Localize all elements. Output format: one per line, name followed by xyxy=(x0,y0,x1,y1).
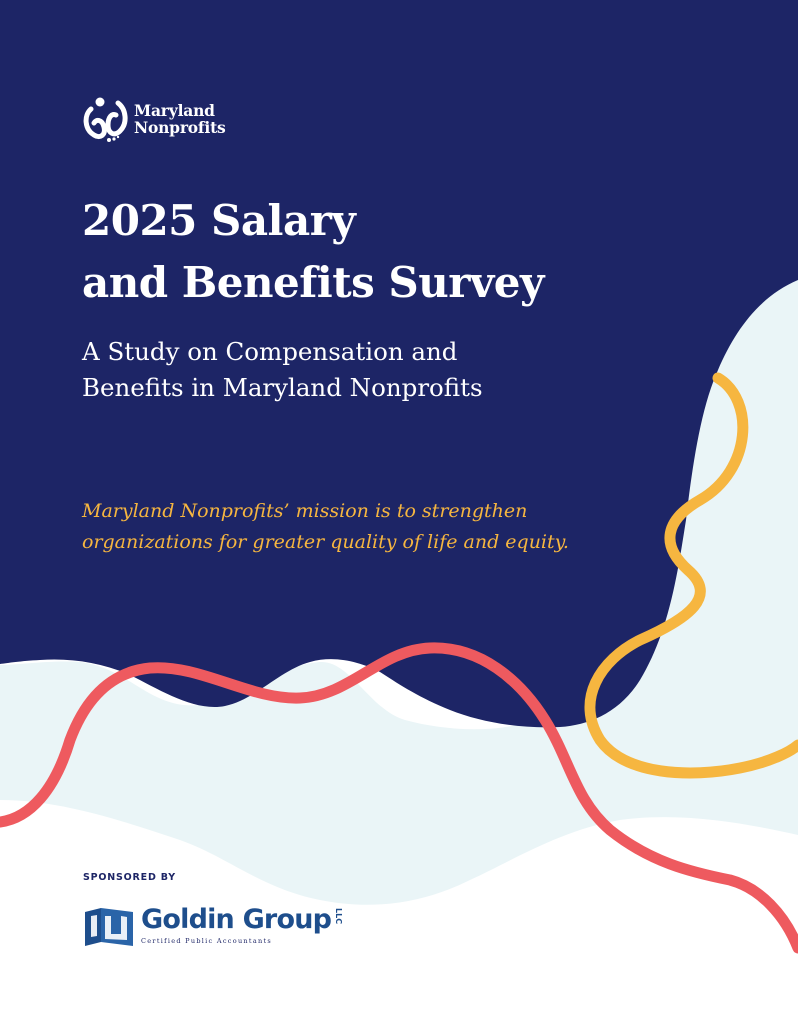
logo-line-1: Maryland xyxy=(134,101,215,120)
subtitle-line-2: Benefits in Maryland Nonprofits xyxy=(82,373,483,402)
mission-line-2: organizations for greater quality of life and equity. xyxy=(82,531,569,553)
title-line-2: and Benefits Survey xyxy=(82,258,544,307)
maryland-nonprofits-logo-icon xyxy=(82,93,130,145)
report-subtitle xyxy=(82,334,483,406)
mission-line-1: Maryland Nonprofits’ mission is to strengthen xyxy=(82,500,528,522)
sponsor-tagline: Certified Public Accountants xyxy=(141,937,273,945)
report-title xyxy=(82,190,544,314)
logo-wordmark xyxy=(134,102,226,136)
maryland-nonprofits-logo xyxy=(82,93,226,145)
sponsor-name: Goldin Group xyxy=(141,904,332,935)
logo-line-2: Nonprofits xyxy=(134,118,226,137)
sponsor-suffix: LLC xyxy=(334,908,344,925)
title-line-1: 2025 Salary xyxy=(82,196,356,245)
goldin-group-logo-icon xyxy=(83,904,135,950)
sponsor-wordmark xyxy=(141,904,347,945)
subtitle-line-1: A Study on Compensation and xyxy=(82,337,458,366)
sponsor-logo xyxy=(83,904,347,950)
sponsored-by-label: SPONSORED BY xyxy=(83,872,176,883)
mission-statement xyxy=(82,496,569,558)
